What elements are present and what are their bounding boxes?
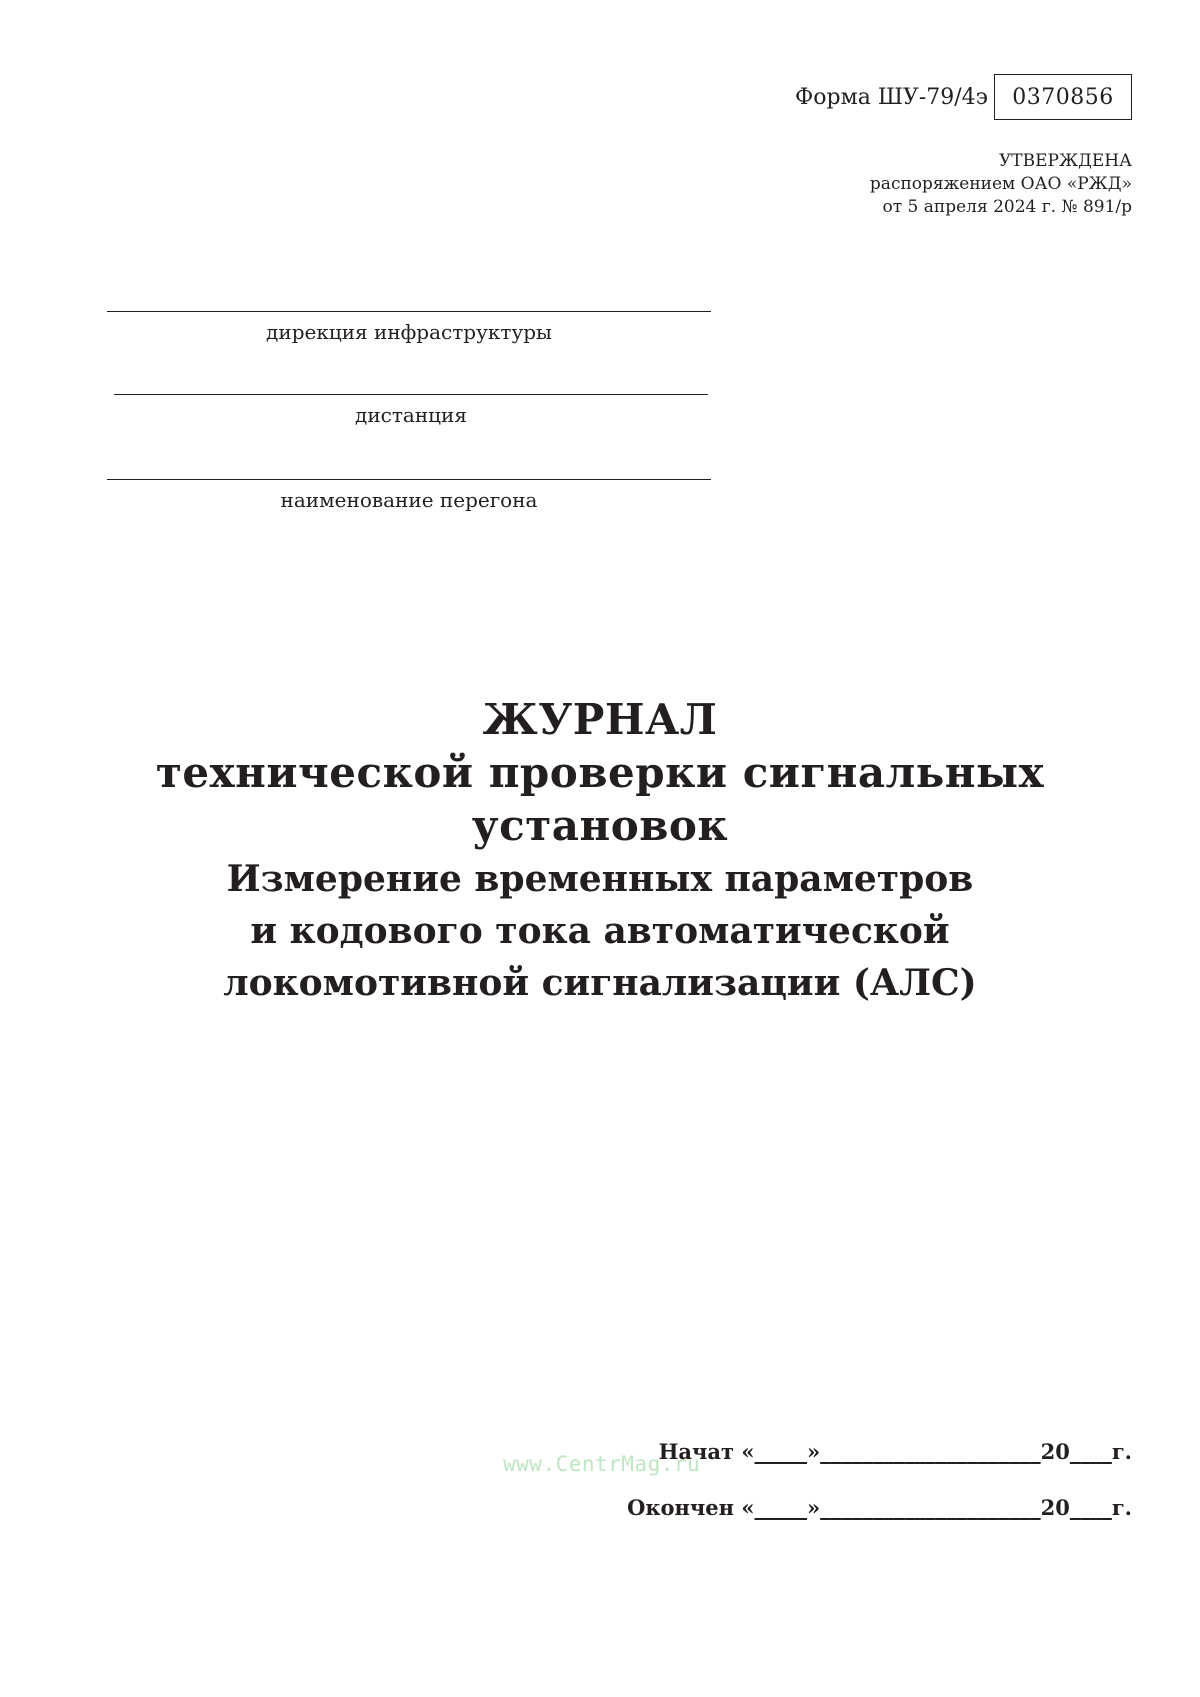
distance-blank-line bbox=[114, 394, 708, 395]
distance-field bbox=[114, 394, 708, 427]
approval-stamp bbox=[870, 150, 1132, 219]
directorate-caption: дирекция инфраструктуры bbox=[266, 320, 552, 344]
journal-dates bbox=[627, 1432, 1132, 1544]
section-field bbox=[107, 479, 711, 512]
section-caption: наименование перегона bbox=[280, 488, 538, 512]
started-date: Начат «_____»_____________________20____г. bbox=[658, 1439, 1132, 1464]
form-header bbox=[795, 72, 1132, 122]
finished-date: Окончен «_____»_____________________20____г. bbox=[627, 1495, 1132, 1520]
journal-title bbox=[0, 693, 1200, 1008]
title-line-2: технической проверки сигнальных bbox=[155, 748, 1045, 797]
form-label: Форма ШУ-79/4э bbox=[795, 84, 988, 110]
title-line-3: установок bbox=[471, 801, 729, 850]
title-line-1: ЖУРНАЛ bbox=[482, 695, 718, 744]
form-number-box: 0370856 bbox=[994, 74, 1132, 120]
approval-line-1: УТВЕРЖДЕНА bbox=[999, 151, 1132, 171]
subtitle-line-3: локомотивной сигнализации (АЛС) bbox=[223, 962, 977, 1004]
subtitle-line-1: Измерение временных параметров bbox=[226, 858, 974, 900]
approval-line-3: от 5 апреля 2024 г. № 891/р bbox=[882, 197, 1132, 217]
watermark: www.CentrMag.ru bbox=[503, 1452, 701, 1476]
approval-line-2: распоряжением ОАО «РЖД» bbox=[869, 174, 1132, 194]
directorate-blank-line bbox=[107, 311, 711, 312]
distance-caption: дистанция bbox=[355, 403, 467, 427]
section-blank-line bbox=[107, 479, 711, 480]
directorate-field bbox=[107, 311, 711, 344]
subtitle-line-2: и кодового тока автоматической bbox=[250, 910, 950, 952]
